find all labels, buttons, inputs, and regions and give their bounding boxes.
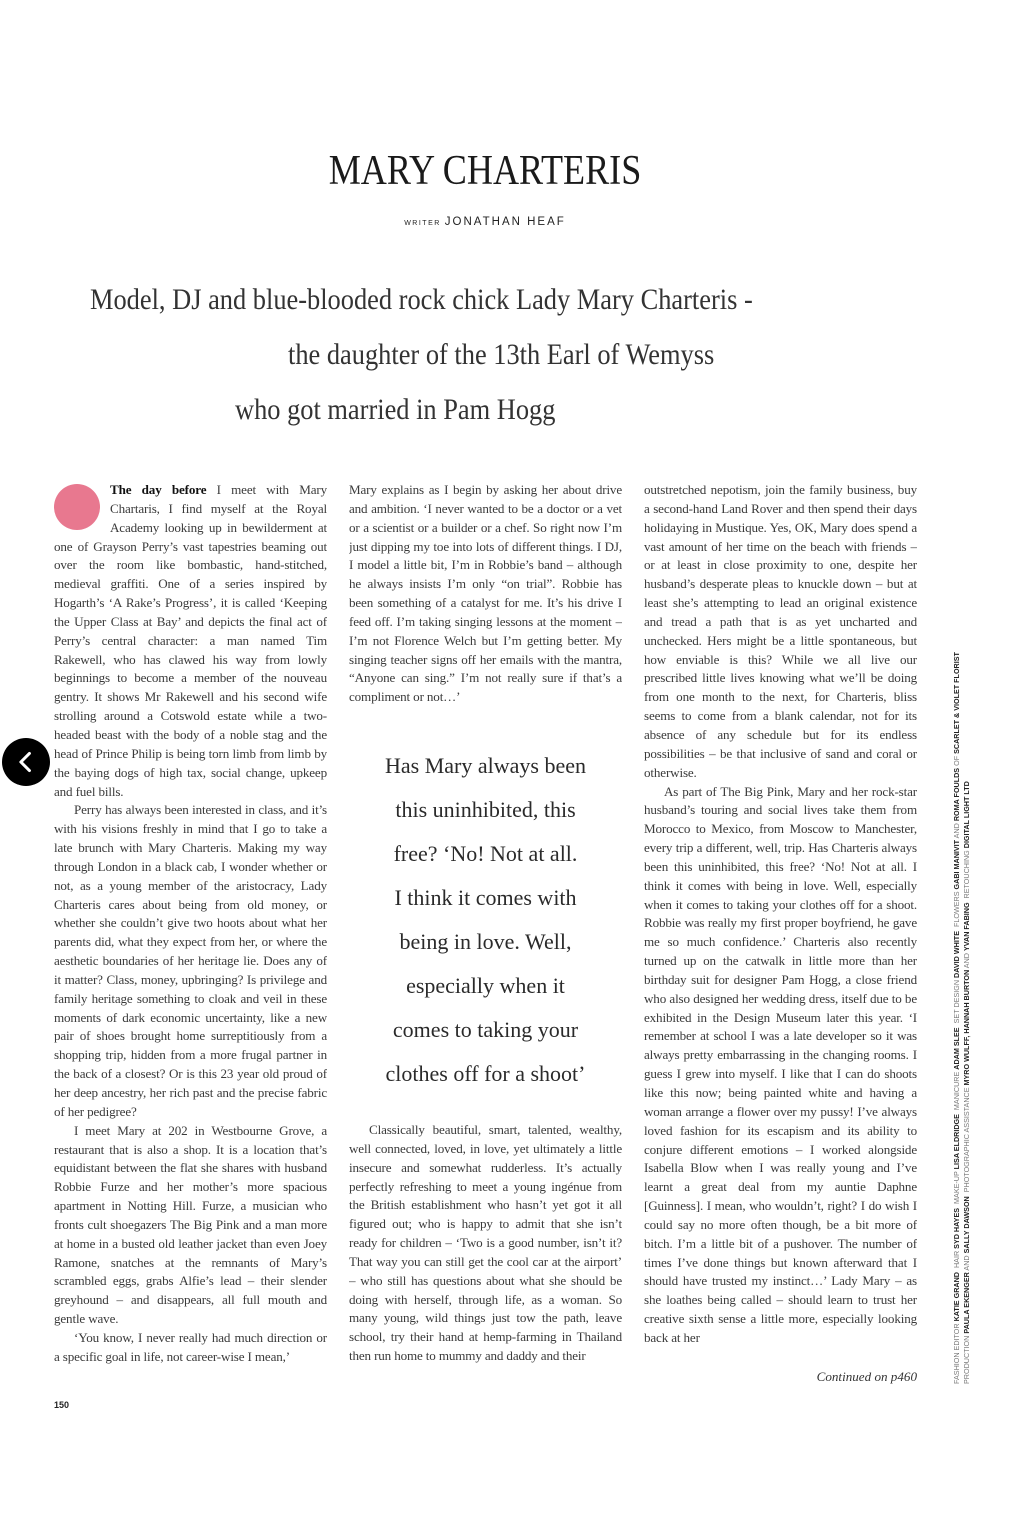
credit-role: MANICURE	[952, 1071, 961, 1111]
credit-role: HAIR	[952, 1250, 961, 1269]
credit-name: YVAN FABING	[962, 902, 971, 952]
credit-name: PAULA EKENGER	[962, 1272, 971, 1334]
pull-quote-line: comes to taking your	[392, 1017, 579, 1042]
credit-name: GABI MANIVIT	[952, 839, 961, 890]
credit-role: MAKE-UP	[952, 1171, 961, 1204]
byline	[0, 215, 970, 231]
article-column-2-top	[349, 481, 622, 711]
paragraph: Mary explains as I begin by asking her about drive and ambition. ‘I never wanted to be a doctor or a vet or a scientist or a builder or a chef. So right now I’m just dipping my toe into lots of different things. I DJ, I model a little bit, I’m in Robbie’s band – although he always insists I’m only “on trial”. Robbie has been something of a catalyst for me. It’s his drive I feed off. I’m taking singing lessons at the moment – I’m not Florence Welch but I’m getting better. My singing teacher signs off her emails with the mantra, “Anyone can sing.” I’m not really sure if that’s a compliment or not…’	[349, 482, 622, 705]
credit-role: RETOUCHING	[962, 850, 971, 899]
deck-line: the daughter of the 13th Earl of Wemyss	[288, 338, 715, 371]
pull-quote	[349, 744, 622, 1096]
credit-name: DIGITAL LIGHT LTD	[962, 781, 971, 849]
paragraph: outstretched nepotism, join the family business, buy a second-hand Land Rover and then spend their days holidaying in Mustique. Yes, OK, Mary does spend a vast amount of her time on the beach with friends – or at least in close proximity to one, despite her husband’s desperate pleas to knuckle down – but at least she’s attempting to lead an original existence and tread a path that is as yet uncharted and unchecked. Hers might be a little spontaneous, but how enviable is this? While we all live our prescribed little lives knowing what we’ll be doing from one month to the next, for Charteris, bliss seems to come from a blank calendar, not for its absence of any schedule but for its endless possibilities – be that inclusive of sand and coral or otherwise.	[644, 482, 917, 780]
credit-role: AND	[962, 1255, 971, 1271]
article-column-2-bottom	[349, 1121, 622, 1391]
deck-line: who got married in Pam Hogg	[235, 393, 556, 426]
paragraph-with-drop-circle	[54, 481, 327, 801]
credit-name: MYRO WULFF, HANNAH BURTON	[962, 969, 971, 1086]
paragraph-text: I meet with Mary Chartaris, I find myself at the Royal Academy looking up in bewilderment at one of Grayson Perry’s vast tapestries beaming out over the room like bombastic, hand-stitched, medieval graffiti. One of a series inspired by Hogarth’s ‘A Rake’s Progress’, it is called ‘Keeping the Upper Class at Bay’ and depicts the final act of Perry’s central character: a man named Tim Rakewell, who has clawed his way from lowly beginnings to become a member of the nouveau gentry. It shows Mr Rakewell and his second wife strolling around a Cotswold estate while a two-headed beast with the body of a noble stag and the head of Prince Philip is being torn limb from limb by the baying dogs of high tax, social change, upkeep and fuel bills.	[54, 482, 327, 799]
pull-quote-line: I think it comes with	[394, 885, 577, 910]
paragraph: I meet Mary at 202 in Westbourne Grove, a restaurant that is also a shop. It is a location that’s equidistant between the flat she shares with husband Robbie Furze and her mother’s more spacious apartment in Notting Hill. Furze, a musician who fronts cult shoegazers The Big Pink and a man more at home in a busted old leather jacket than even Joey Ramone, snatches at the remnants of Mary’s scrambled eggs, grabs Alfie’s lead – their slender greyhound – and disappears, all full mouth and gentle wave.	[54, 1122, 327, 1327]
credit-name: ADAM SLEE	[952, 1027, 961, 1070]
paragraph: Classically beautiful, smart, talented, wealthy, well connected, loved, in love, yet ultimately a little insecure and somewhat rudderless. It’s actually perfectly refreshing to meet a young ingénue from the British establishment who hasn’t yet got it all figured out; who is happy to admit that she isn’t ready for children – ‘Two is a good number, isn’t it? That way you can still get the cool car at the airport’ – who still has questions about what she should be doing with herself, through life, as a woman. So many young, wild things just tow the path, leave school, try their hand at hemp-farming in Thailand then run home to mummy and daddy and their	[349, 1122, 622, 1364]
credit-name: DAVID WHITE	[952, 931, 961, 978]
pull-quote-line: Has Mary always been	[385, 753, 586, 778]
credit-role: PRODUCTION	[962, 1335, 971, 1384]
credit-name: SYD HAYES	[952, 1207, 961, 1249]
paragraph: Perry has always been interested in class, and it’s with his visions freshly in mind that I go to take a late brunch with Mary Charteris. Making my way through London in a black cab, I wonder whether or not, as a young member of the aristocracy, Lady Charteris cares about being from old money, or whether she couldn’t give two hoots about what her parents did, what they expect from her, or where the aesthetic boundaries of her heritage lie. Does any of it matter? Class, money, upbringing? Is privilege and family heritage something to cloak and veil in these moments of dark economic uncertainty, like a new pair of shoes brought home surreptitiously from a shopping trip, hidden from a more frugal partner in the back of a closest? Or is this 23 year old proud of her deep ancestry, her rich past and the precise fabric of her pedigree?	[54, 802, 327, 1119]
article-column-3	[644, 481, 917, 1367]
byline-name: JONATHAN HEAF	[444, 216, 566, 228]
credit-name: KATIE GRAND	[952, 1272, 961, 1322]
article-title: MARY CHARTERIS	[328, 148, 642, 194]
credit-role: FASHION EDITOR	[952, 1323, 961, 1384]
credit-name: SALLY DAWSON	[962, 1196, 971, 1254]
credit-role: OF	[952, 755, 961, 766]
paragraph: As part of The Big Pink, Mary and her rock-star husband’s touring and social lives take them from Morocco to Mexico, from Moscow to Manchester, every trip a different, well, trip. Has Charteris always been this uninhibited, this free? ‘No! Not at all. I think it comes with being in love. Well, especially when it comes to taking your clothes off for a shoot. Robbie was really my first proper boyfriend, he gave me so much confidence.’ Charteris also recently turned up on the catwalk in little more than her birthday suit for designer Pam Hogg, a close friend who also designed her wedding dress, itself due to be exhibited in the Design Museum later this year. ‘I remember at school I was a late developer so it was always pretty embarrassing in the changing rooms. I guess I grew into myself. I like that I can do shoots like this now; being painted white and having a woman arrange a flower over my pussy! I’ve always loved fashion for its escapism and its ability to conjure different emotions – I worked alongside Isabella Blow when I was really young and I’ve learnt a great deal from my auntie Daphne [Guinness]. I mean, who wouldn’t, right? I do wish I could say no more often though, be a bit more of bitch. I’m a little bit of a pushover. The number of times I’ve done things but known afterward that I should have trusted my instinct…’ Lady Mary – as she loathes being called – should learn to trust her creative sixth sense a little more, especially looking back at her	[644, 783, 917, 1345]
credits-line-1	[952, 564, 962, 1384]
credit-name: SCARLET & VIOLET FLORIST	[952, 652, 961, 754]
pull-quote-line: being in love. Well,	[399, 929, 572, 954]
lead-in: The day before	[110, 482, 207, 497]
continued-note: Continued on p460	[816, 1369, 917, 1384]
deck-line: Model, DJ and blue-blooded rock chick Lady Mary Charteris -	[90, 283, 753, 316]
credits-line-2	[962, 564, 972, 1384]
paragraph: ‘You know, I never really had much direction or a specific goal in life, not career-wise I mean,’	[54, 1329, 327, 1364]
credit-role: FLOWERS	[952, 891, 961, 927]
byline-label: WRITER	[404, 220, 441, 227]
pull-quote-line: free? ‘No! Not at all.	[393, 841, 578, 866]
credit-name: LISA ELDRIDGE	[952, 1114, 961, 1170]
article-column-1	[54, 481, 327, 1391]
pull-quote-line: clothes off for a shoot’	[385, 1061, 586, 1086]
photo-credits	[952, 564, 972, 1384]
pull-quote-line: especially when it	[406, 973, 565, 998]
credit-role: PHOTOGRAPHIC ASSISTANCE	[962, 1087, 971, 1193]
credit-name: ROMA FOULDS	[952, 767, 961, 822]
credit-role: AND	[952, 823, 961, 839]
back-button[interactable]	[2, 738, 50, 786]
credit-role: AND	[962, 953, 971, 969]
pull-quote-line: this uninhibited, this	[395, 797, 576, 822]
credit-role: SET DESIGN	[952, 979, 961, 1024]
page-number: 150	[54, 1400, 70, 1410]
chevron-left-icon	[14, 750, 38, 774]
